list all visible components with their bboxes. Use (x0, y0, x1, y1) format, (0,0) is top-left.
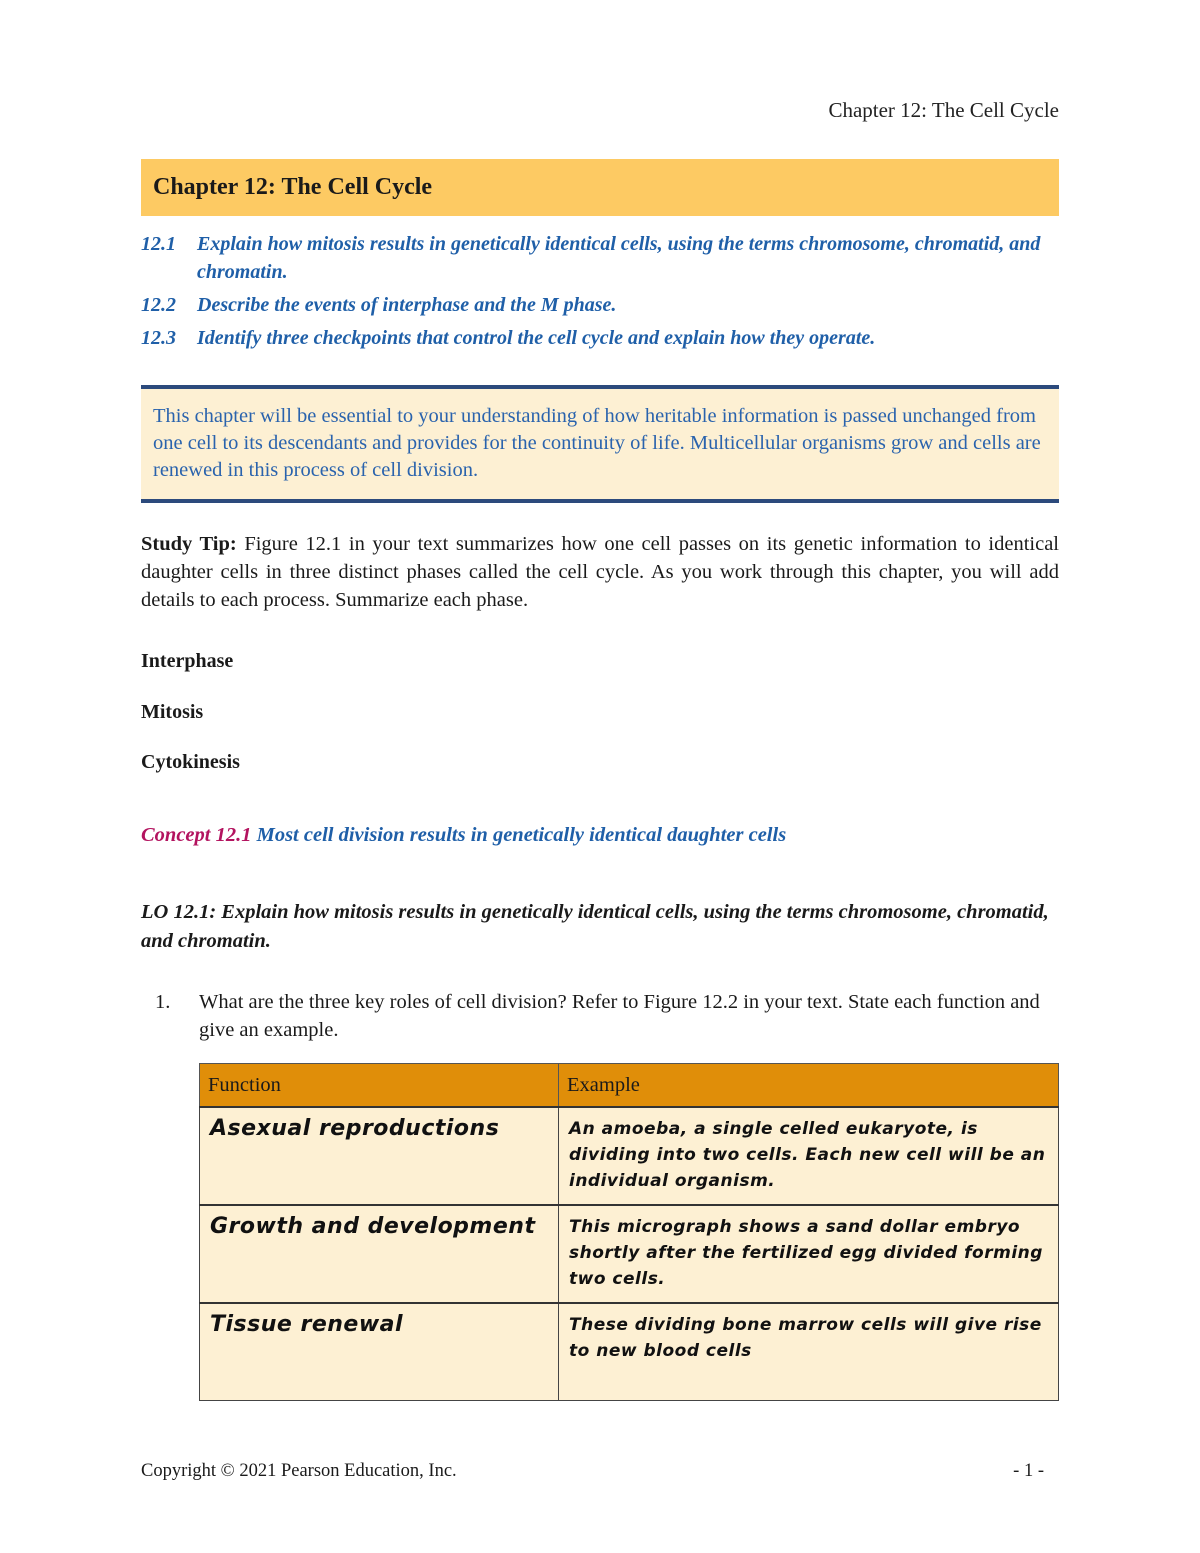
objective-text: Identify three checkpoints that control the cell cycle and explain how they operate. (197, 327, 876, 349)
answer-function-cell[interactable]: Growth and development (200, 1205, 559, 1303)
answer-example-cell[interactable]: These dividing bone marrow cells will give rise to new blood cells (559, 1303, 1059, 1401)
study-tip-text: Figure 12.1 in your text summarizes how one cell passes on its genetic information to identical daughter cells in three distinct phases called the cell cycle. As you work through this chapter, you will add details to each process. Summarize each phase. (141, 533, 1059, 611)
learning-objective-heading: LO 12.1: Explain how mitosis results in genetically identical cells, using the terms chromosome, chromatid, and chromatin. (141, 901, 1049, 952)
table-row (200, 1107, 1059, 1205)
objective-number: 12.3 (141, 327, 176, 349)
chapter-banner (141, 159, 1059, 216)
copyright-footer: Copyright © 2021 Pearson Education, Inc. (141, 1461, 457, 1481)
phase-heading-mitosis: Mitosis (141, 701, 204, 723)
table-header-example: Example (559, 1064, 1059, 1108)
objective-text: Describe the events of interphase and the M phase. (197, 294, 617, 316)
cell-division-roles-table (199, 1063, 1059, 1401)
table-header-row (200, 1064, 1059, 1108)
concept-label: Concept 12.1 (141, 824, 252, 846)
learning-objectives (141, 230, 1059, 357)
question-text: What are the three key roles of cell division? Refer to Figure 12.2 in your text. State each function and give an example. (199, 991, 1040, 1041)
page-number: - 1 - (1013, 1461, 1044, 1481)
concept-heading (141, 824, 786, 847)
chapter-title: Chapter 12: The Cell Cycle (153, 174, 433, 200)
answer-example-cell[interactable]: This micrograph shows a sand dollar embryo shortly after the fertilized egg divided forming two cells. (559, 1205, 1059, 1303)
answer-function-cell[interactable]: Asexual reproductions (200, 1107, 559, 1205)
objective-number: 12.1 (141, 233, 176, 255)
objective-item (141, 230, 1059, 286)
table-row (200, 1303, 1059, 1401)
question-number: 1. (155, 991, 171, 1013)
objective-item (141, 324, 1059, 352)
table-row (200, 1205, 1059, 1303)
objective-item (141, 291, 1059, 319)
chapter-intro-box: This chapter will be essential to your understanding of how heritable information is passed unchanged from one cell to its descendants and provides for the continuity of life. Multicellular organisms grow and cells are renewed in this process of cell division. (141, 385, 1059, 503)
concept-text: Most cell division results in genetically identical daughter cells (251, 824, 787, 846)
objective-number: 12.2 (141, 294, 176, 316)
running-head: Chapter 12: The Cell Cycle (828, 98, 1059, 122)
table-header-function: Function (200, 1064, 559, 1108)
objective-text: Explain how mitosis results in genetically identical cells, using the terms chromosome, chromatid, and chromatin. (197, 233, 1041, 283)
phase-heading-cytokinesis: Cytokinesis (141, 751, 240, 773)
answer-function-cell[interactable]: Tissue renewal (200, 1303, 559, 1401)
phase-heading-interphase: Interphase (141, 650, 234, 672)
answer-example-cell[interactable]: An amoeba, a single celled eukaryote, is dividing into two cells. Each new cell will be an individual organism. (559, 1107, 1059, 1205)
question-item (141, 988, 1059, 1044)
study-tip-label: Study Tip: (141, 533, 237, 555)
study-tip (141, 530, 1059, 614)
